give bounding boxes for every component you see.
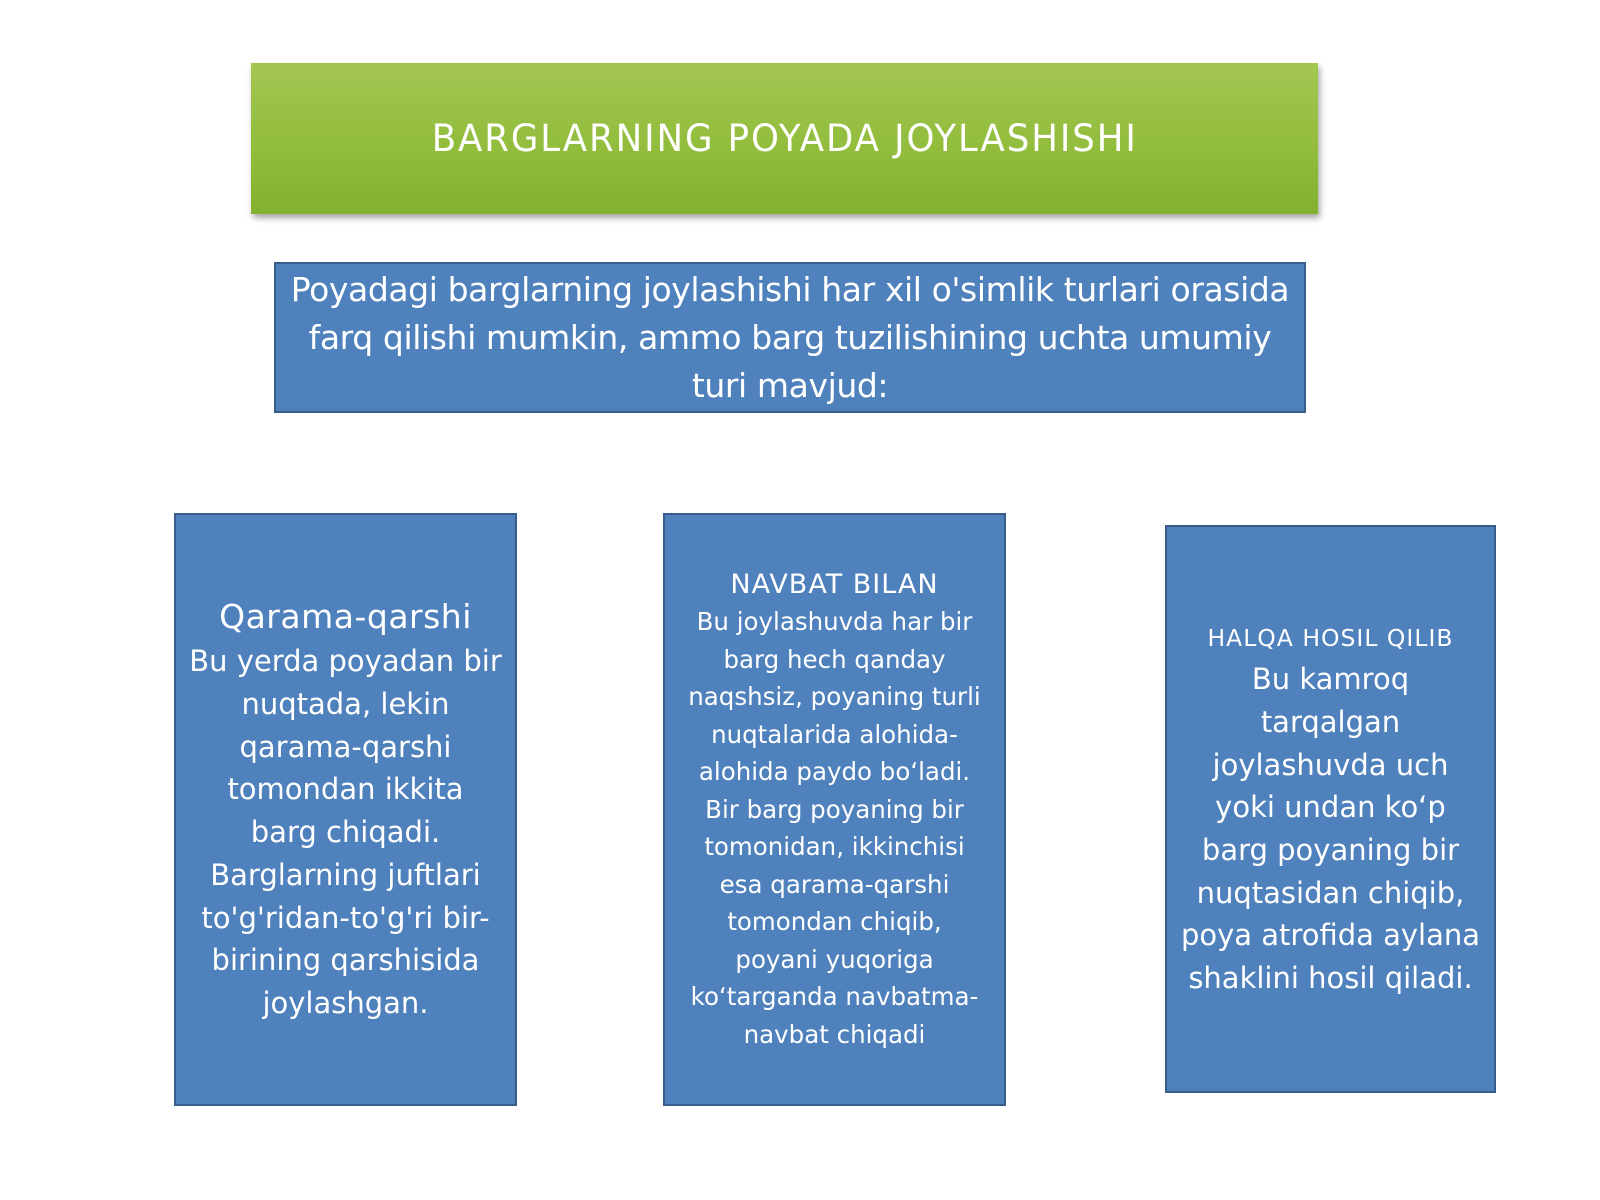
card-body [675,603,995,1053]
card-line: naqshsiz, poyaning turli [688,682,981,711]
card-line: tarqalgan [1260,704,1401,739]
arrangement-card-alternate [663,513,1006,1106]
title-banner [251,63,1318,214]
card-line: tomondan chiqib, [727,907,942,936]
card-line: barg chiqadi. [250,815,441,850]
card-line: qarama-qarshi [239,729,452,764]
card-body [186,640,506,1024]
card-line: nuqtalarida alohida- [711,719,958,749]
card-line: Bir barg poyaning bir [705,794,964,824]
card-line: joylashgan. [262,985,429,1020]
card-line: Barglarning juftlari [210,857,481,892]
card-line: yoki undan koʻp [1215,790,1446,825]
intro-text: Poyadagi barglarning joylashishi har xil o'simlik turlari orasida farq qilishi mumkin, ammo barg tuzilishining uchta umumiy turi mavjud: [290,269,1290,405]
card-heading: NAVBAT BILAN [730,569,939,600]
card-line: nuqtasidan chiqib, [1196,875,1465,910]
intro-box [274,262,1306,413]
card-line: barg poyaning bir [1201,833,1460,867]
card-line: shaklini hosil qiladi. [1188,961,1473,996]
card-heading: Qarama-qarshi [219,597,472,637]
card-line: Bu yerda poyadan bir [189,644,502,679]
arrangement-card-whorled [1165,525,1496,1093]
card-body [1175,658,1487,1000]
card-line: to'g'ridan-to'g'ri bir- [201,900,490,935]
card-line: poya atrofida aylana [1180,918,1481,953]
card-line: navbat chiqadi [743,1019,926,1049]
card-heading: HALQA HOSIL QILIB [1207,624,1454,653]
slide-title: BARGLARNING POYADA JOYLASHISHI [431,117,1138,160]
card-line: esa qarama-qarshi [719,869,950,899]
card-line: poyani yuqoriga [735,944,934,974]
card-line: nuqtada, lekin [241,687,450,722]
card-line: koʻtarganda navbatma- [690,982,979,1011]
card-line: alohida paydo boʻladi. [698,757,971,786]
card-line: tomondan ikkita [227,772,464,807]
card-line: tomonidan, ikkinchisi [704,832,965,861]
card-line: birining qarshisida [211,943,480,978]
card-line: Bu kamroq [1251,662,1410,697]
card-line: barg hech qanday [723,644,946,674]
arrangement-card-opposite [174,513,517,1106]
card-line: joylashuvda uch [1212,747,1449,782]
card-line: Bu joylashuvda har bir [696,607,973,636]
